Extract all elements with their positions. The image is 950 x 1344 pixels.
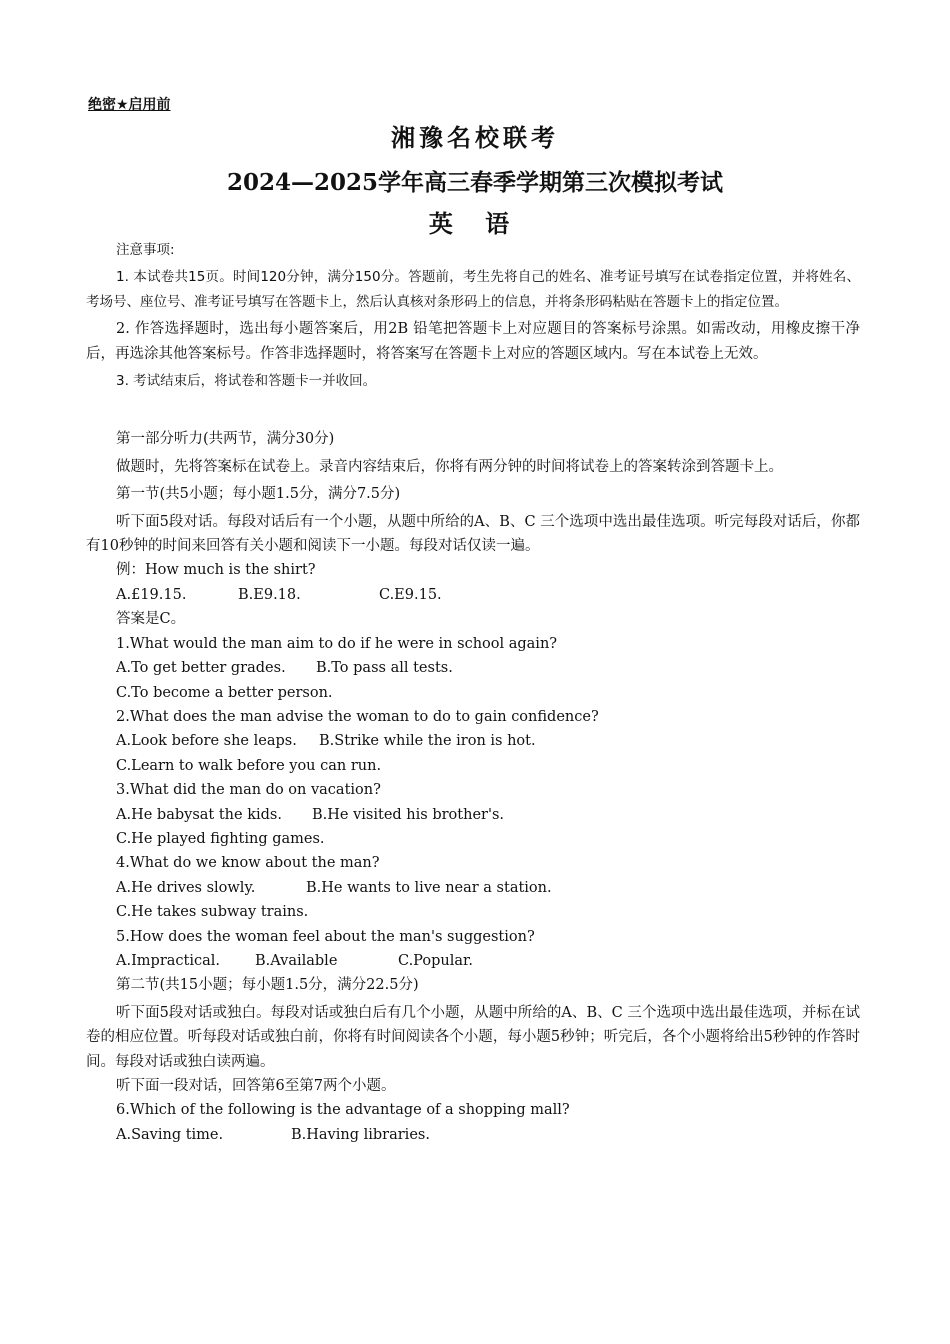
example-answer: 答案是C。 — [116, 611, 186, 628]
option-b: B.Having libraries. — [291, 1126, 430, 1143]
option-c: C.He takes subway trains. — [116, 904, 309, 921]
confidential-label: 绝密★启用前 — [88, 97, 171, 113]
exam-body — [86, 238, 860, 1147]
option-b: B.He visited his brother's. — [312, 806, 504, 823]
part1-instruction: 做题时，先将答案标在试卷上。录音内容结束后，你将有两分钟的时间将试卷上的答案转涂到答题卡上。 — [116, 458, 783, 475]
notice-item-3: 3. 考试结束后，将试卷和答题卡一并收回。 — [116, 373, 377, 390]
example-option-c: C.E9.15. — [379, 586, 442, 603]
question-3: 3.What did the man do on vacation? — [116, 782, 381, 799]
option-c: C.He played fighting games. — [116, 830, 325, 847]
option-a: A.Look before she leaps. — [116, 733, 297, 750]
notice-heading: 注意事项: — [116, 242, 175, 258]
option-b: B.To pass all tests. — [316, 660, 453, 677]
option-c: C.Popular. — [398, 952, 473, 969]
notice-item-1: 1. 本试卷共15页。时间120分钟，满分150分。答题前，考生先将自己的姓名、准考证号填写在试卷指定位置，并将姓名、考场号、座位号、准考证号填写在答题卡上，然后认真核对条形码上的信息，并将条形码粘贴在答题卡上的指定位置。 — [86, 269, 860, 310]
dialog-6-intro: 听下面一段对话，回答第6至第7两个小题。 — [116, 1078, 396, 1094]
option-a: A.He drives slowly. — [116, 879, 256, 896]
option-b: B.Available — [255, 952, 338, 969]
exam-title: 2024—2025学年高三春季学期第三次模拟考试 — [226, 169, 724, 196]
question-3-options — [86, 803, 860, 827]
spacer — [86, 393, 860, 419]
option-c: C.Learn to walk before you can run. — [116, 757, 382, 774]
option-a: A.He babysat the kids. — [116, 806, 282, 823]
option-a: A.Impractical. — [116, 952, 221, 969]
question-1-options — [86, 656, 860, 680]
question-6: 6.Which of the following is the advantage of a shopping mall? — [116, 1102, 570, 1119]
section1-instruction: 听下面5段对话。每段对话后有一个小题，从题中所给的A、B、C 三个选项中选出最佳选项。听完每段对话后，你都有10秒钟的时间来回答有关小题和阅读下一小题。每段对话仅读一遍。 — [86, 513, 860, 555]
example-option-a: A.£19.15. — [116, 586, 187, 603]
question-5: 5.How does the woman feel about the man's suggestion? — [116, 928, 535, 945]
example-question: 例：How much is the shirt? — [116, 562, 316, 579]
question-6-options — [86, 1123, 860, 1147]
option-b: B.Strike while the iron is hot. — [319, 733, 536, 750]
question-2-options — [86, 729, 860, 753]
notice-item-2: 2. 作答选择题时，选出每小题答案后，用2B 铅笔把答题卡上对应题目的答案标号涂黑。如需改动，用橡皮擦干净后，再选涂其他答案标号。作答非选择题时，将答案写在答题卡上对应的答题区域内。写在本试卷上无效。 — [86, 321, 860, 362]
example-option-b: B.E9.18. — [238, 586, 301, 603]
question-2: 2.What does the man advise the woman to do to gain confidence? — [116, 708, 599, 725]
option-a: A.To get better grades. — [116, 660, 286, 677]
question-1: 1.What would the man aim to do if he were in school again? — [116, 635, 558, 652]
option-b: B.He wants to live near a station. — [306, 879, 552, 896]
option-a: A.Saving time. — [116, 1126, 224, 1143]
question-4-options — [86, 876, 860, 900]
section2-heading: 第二节(共15小题；每小题1.5分，满分22.5分) — [116, 977, 419, 994]
part1-heading: 第一部分听力(共两节，满分30分) — [116, 431, 335, 448]
example-options — [86, 583, 860, 607]
question-4: 4.What do we know about the man? — [116, 855, 380, 872]
section1-heading: 第一节(共5小题；每小题1.5分，满分7.5分) — [116, 486, 401, 503]
subject-title: 英 语 — [428, 209, 522, 238]
question-5-options — [86, 949, 860, 973]
option-c: C.To become a better person. — [116, 684, 333, 701]
section2-instruction: 听下面5段对话或独白。每段对话或独白后有几个小题，从题中所给的A、B、C 三个选项中选出最佳选项，并标在试卷的相应位置。听每段对话或独白前，你将有时间阅读各个小题，每小题5秒钟；听完后，各个小题将给出5秒钟的作答时间。每段对话或独白读两遍。 — [86, 1004, 860, 1070]
exam-union-title: 湘豫名校联考 — [391, 123, 559, 152]
